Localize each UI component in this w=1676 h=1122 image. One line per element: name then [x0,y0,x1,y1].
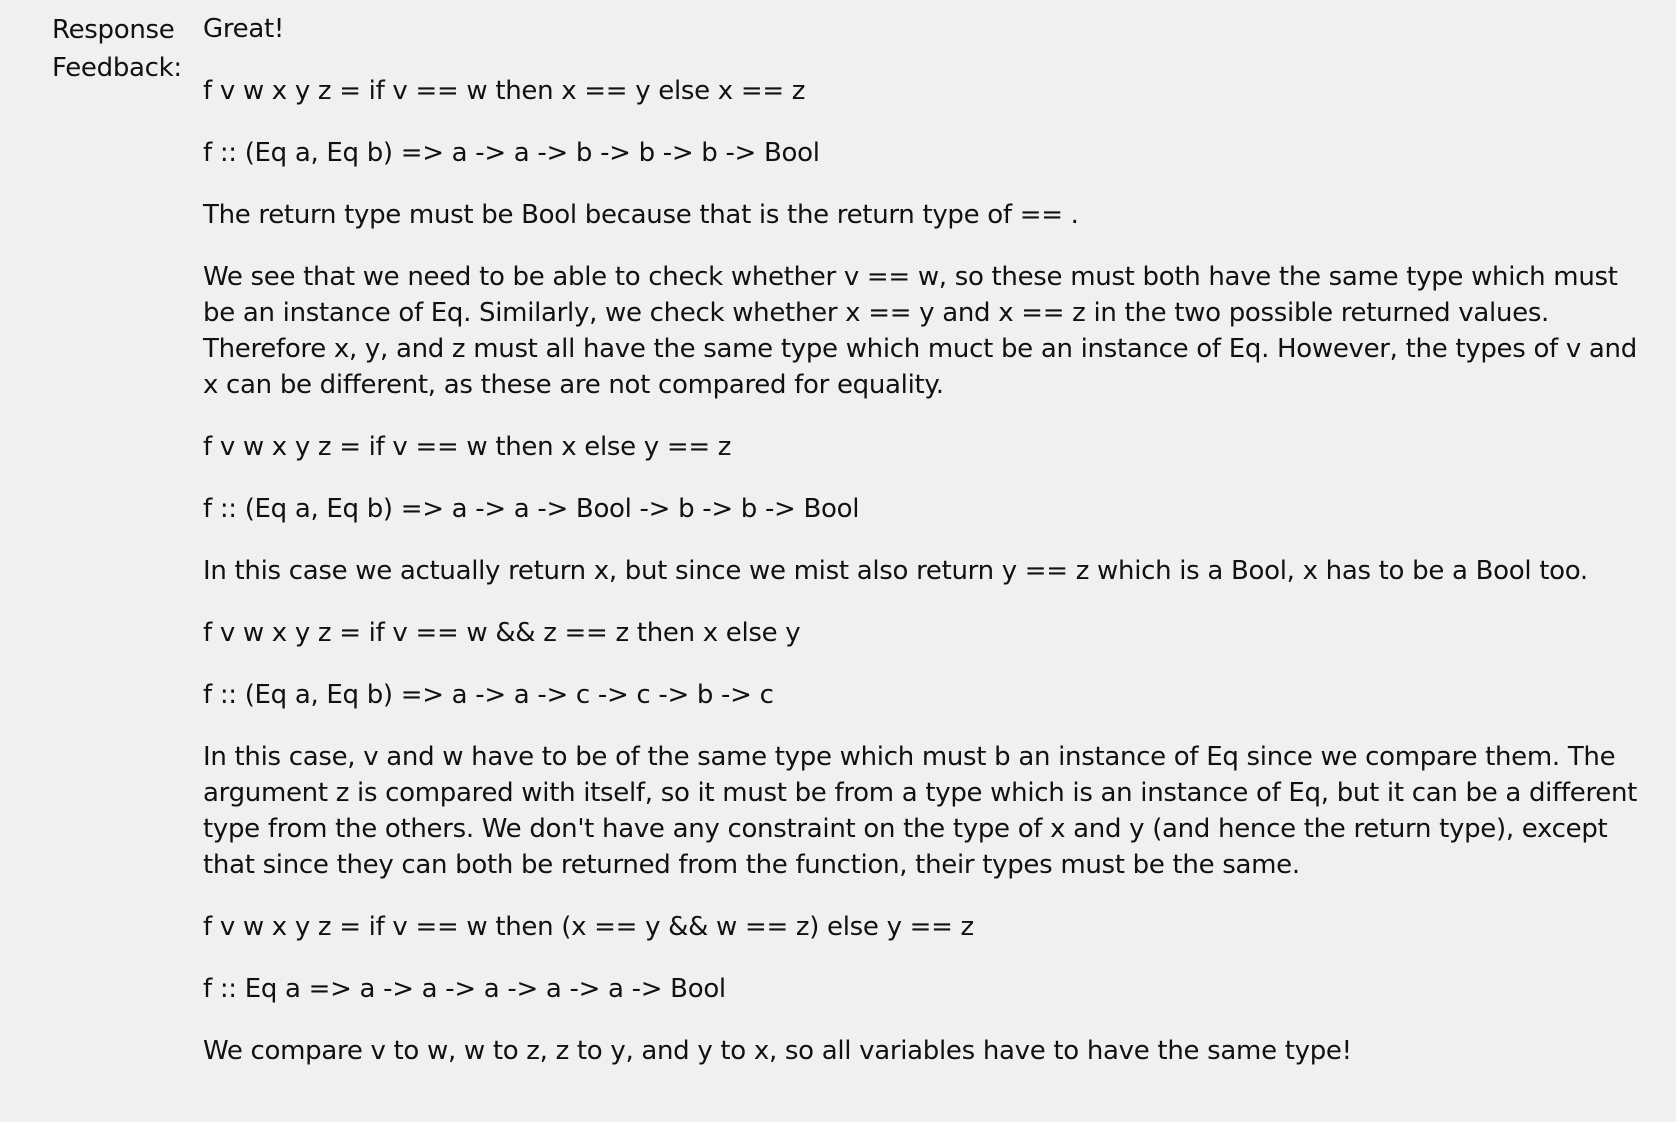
type-signature-2: f :: (Eq a, Eq b) => a -> a -> Bool -> b -> b -> Bool [203,494,860,524]
feedback-label: Response Feedback: [52,15,182,83]
type-signature-1: f :: (Eq a, Eq b) => a -> a -> b -> b -> b -> Bool [203,138,820,168]
code-definition-3: f v w x y z = if v == w && z == z then x else y [203,618,801,648]
code-definition-1: f v w x y z = if v == w then x == y else x == z [203,76,806,106]
explanation-3: In this case we actually return x, but since we mist also return y == z which is a Bool, x has to be a Bool too. [203,556,1588,586]
type-signature-3: f :: (Eq a, Eq b) => a -> a -> c -> c -> b -> c [203,680,774,710]
feedback-verdict: Great! [203,14,285,44]
explanation-4: In this case, v and w have to be of the same type which must b an instance of Eq since we compare them. The argument z is compared with itself, so it must be from a type which is an instance of Eq, but it can be a different type from the others. We don't have any constraint on the type of x and y (and hence the return type), except that since they can both be returned from the function, their types must be the same. [203,742,1638,880]
explanation-1: The return type must be Bool because that is the return type of == . [203,200,1079,230]
feedback-body [203,11,1643,1095]
explanation-5: We compare v to w, w to z, z to y, and y to x, so all variables have to have the same type! [203,1036,1352,1066]
explanation-2: We see that we need to be able to check whether v == w, so these must both have the same type which must be an instance of Eq. Similarly, we check whether x == y and x == z in the two possible returned values. Therefore x, y, and z must all have the same type which muct be an instance of Eq. However, the types of v and x can be different, as these are not compared for equality. [203,262,1637,400]
code-definition-2: f v w x y z = if v == w then x else y == z [203,432,732,462]
type-signature-4: f :: Eq a => a -> a -> a -> a -> a -> Bool [203,974,726,1004]
code-definition-4: f v w x y z = if v == w then (x == y && w == z) else y == z [203,912,974,942]
